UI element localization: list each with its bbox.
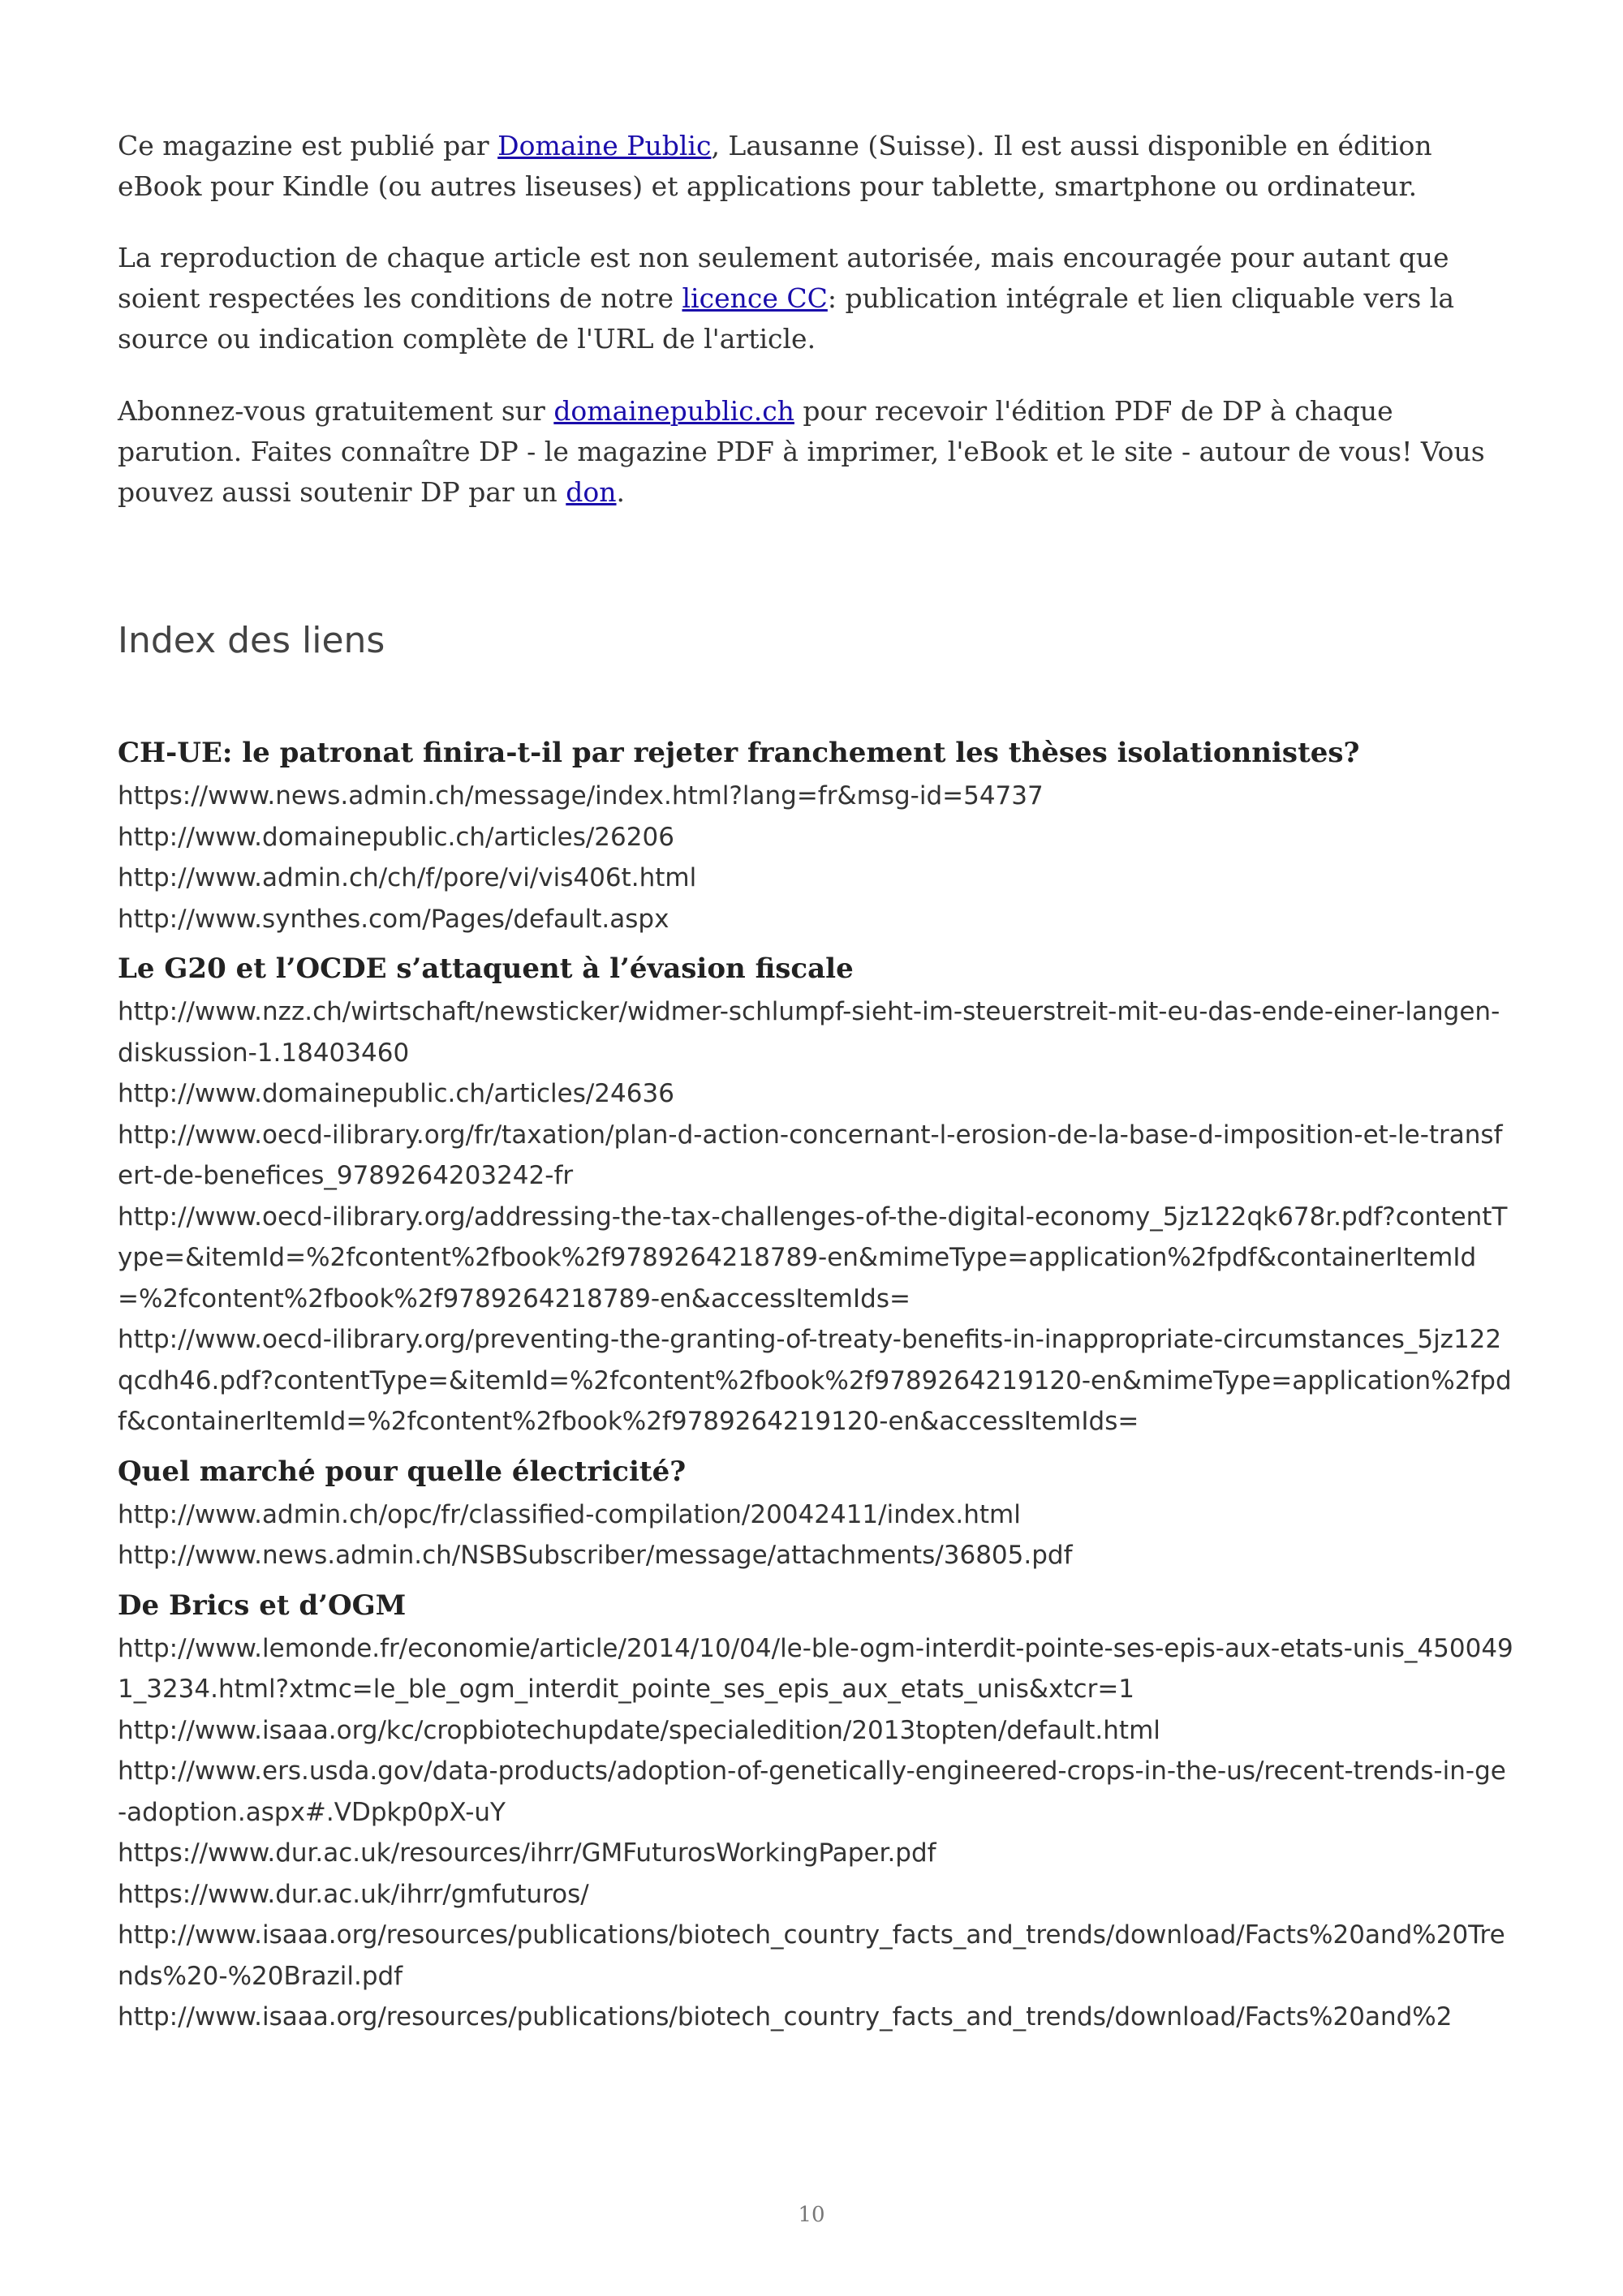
intro-text: Ce magazine est publié par: [118, 130, 498, 161]
url-link[interactable]: http://www.ers.usda.gov/data-products/adoption-of-genetically-engineered-crops-in-the-us/recent-trends-in-ge-adoption.aspx#.VDpkp0pX-uY: [118, 1756, 1506, 1827]
license-text: La reproduction de chaque article est non seulement autorisée, mais encouragée pour autant que soient respectées les conditions de notre: [118, 242, 1449, 314]
url-link[interactable]: https://www.dur.ac.uk/resources/ihrr/GMFuturosWorkingPaper.pdf: [118, 1838, 936, 1868]
url-list: [118, 1628, 1513, 2038]
url-link[interactable]: http://www.domainepublic.ch/articles/24636: [118, 1079, 674, 1108]
section-title: Quel marché pour quelle électricité?: [118, 1455, 687, 1488]
section-title: Le G20 et l’OCDE s’attaquent à l’évasion fiscale: [118, 952, 854, 985]
page-number: 10: [798, 2203, 825, 2227]
url-list: [118, 776, 1513, 939]
link-section: [118, 1449, 1513, 1576]
intro-paragraph-publisher: [118, 126, 1513, 207]
index-title: Index des liens: [118, 620, 385, 661]
link-section: [118, 730, 1513, 939]
url-link[interactable]: http://www.news.admin.ch/NSBSubscriber/message/attachments/36805.pdf: [118, 1541, 1073, 1570]
url-list: [118, 1494, 1513, 1576]
subscribe-text: pour recevoir l'édition PDF de DP à chaque parution. Faites connaître DP - le magazine PDF à imprimer, l'eBook et le site - autour de vous! Vous pouvez aussi soutenir DP par un: [118, 395, 1485, 508]
intro-text: , Lausanne (Suisse). Il est aussi disponible en édition eBook pour Kindle (ou autres liseuses) et applications pour tablette, smartphone ou ordinateur.: [118, 130, 1432, 202]
intro-paragraph-license: [118, 238, 1513, 359]
url-link[interactable]: http://www.isaaa.org/resources/publications/biotech_country_facts_and_trends/download/Facts%20and%20Trends%20-%20Brazil.pdf: [118, 1920, 1505, 1991]
intro-paragraph-subscribe: [118, 391, 1513, 513]
subscribe-text: Abonnez-vous gratuitement sur: [118, 395, 554, 427]
subscribe-text: .: [616, 476, 626, 508]
domaine-public-link[interactable]: Domaine Public: [497, 130, 712, 161]
link-index: [118, 730, 1513, 2044]
section-title: CH-UE: le patronat finira-t-il par rejeter franchement les thèses isolationnistes?: [118, 737, 1360, 769]
link-section: [118, 946, 1513, 1443]
url-link[interactable]: https://www.dur.ac.uk/ihrr/gmfuturos/: [118, 1879, 589, 1909]
url-link[interactable]: http://www.nzz.ch/wirtschaft/newsticker/widmer-schlumpf-sieht-im-steuerstreit-mit-eu-das-ende-einer-langen-diskussion-1.18403460: [118, 997, 1500, 1068]
domainepublic-link[interactable]: domainepublic.ch: [553, 395, 794, 427]
url-link[interactable]: http://www.domainepublic.ch/articles/26206: [118, 822, 674, 852]
url-link[interactable]: http://www.oecd-ilibrary.org/preventing-the-granting-of-treaty-benefits-in-inappropriate-circumstances_5jz122qcdh46.pdf?contentType=&itemId=%2fcontent%2fbook%2f9789264219120-en&mimeType=application%2fpdf&containerItemId=%2fcontent%2fbook%2f9789264219120-en&accessItemIds=: [118, 1325, 1512, 1436]
link-section: [118, 1583, 1513, 2038]
don-link[interactable]: don: [566, 476, 617, 508]
url-list: [118, 991, 1513, 1443]
license-text: : publication intégrale et lien cliquable vers la source ou indication complète de l'URL de l'article.: [118, 282, 1455, 355]
url-link[interactable]: http://www.oecd-ilibrary.org/addressing-the-tax-challenges-of-the-digital-economy_5jz122qk678r.pdf?contentType=&itemId=%2fcontent%2fbook%2f9789264218789-en&mimeType=application%2fpdf&containerItemId=%2fcontent%2fbook%2f9789264218789-en&accessItemIds=: [118, 1202, 1508, 1314]
url-link[interactable]: https://www.news.admin.ch/message/index.html?lang=fr&msg-id=54737: [118, 781, 1044, 810]
url-link[interactable]: http://www.isaaa.org/kc/cropbiotechupdate/specialedition/2013topten/default.html: [118, 1715, 1160, 1745]
url-link[interactable]: http://www.isaaa.org/resources/publications/biotech_country_facts_and_trends/download/Facts%20and%2: [118, 2002, 1453, 2032]
url-link[interactable]: http://www.lemonde.fr/economie/article/2014/10/04/le-ble-ogm-interdit-pointe-ses-epis-aux-etats-unis_4500491_3234.html?xtmc=le_ble_ogm_interdit_pointe_ses_epis_aux_etats_unis&xtcr=1: [118, 1633, 1513, 1704]
url-link[interactable]: http://www.synthes.com/Pages/default.aspx: [118, 904, 669, 934]
licence-cc-link[interactable]: licence CC: [682, 282, 828, 314]
url-link[interactable]: http://www.admin.ch/opc/fr/classified-compilation/20042411/index.html: [118, 1499, 1021, 1529]
url-link[interactable]: http://www.admin.ch/ch/f/pore/vi/vis406t.html: [118, 863, 697, 892]
url-link[interactable]: http://www.oecd-ilibrary.org/fr/taxation/plan-d-action-concernant-l-erosion-de-la-base-d-imposition-et-le-transfert-de-benefices_9789264203242-fr: [118, 1120, 1503, 1190]
section-title: De Brics et d’OGM: [118, 1589, 407, 1622]
